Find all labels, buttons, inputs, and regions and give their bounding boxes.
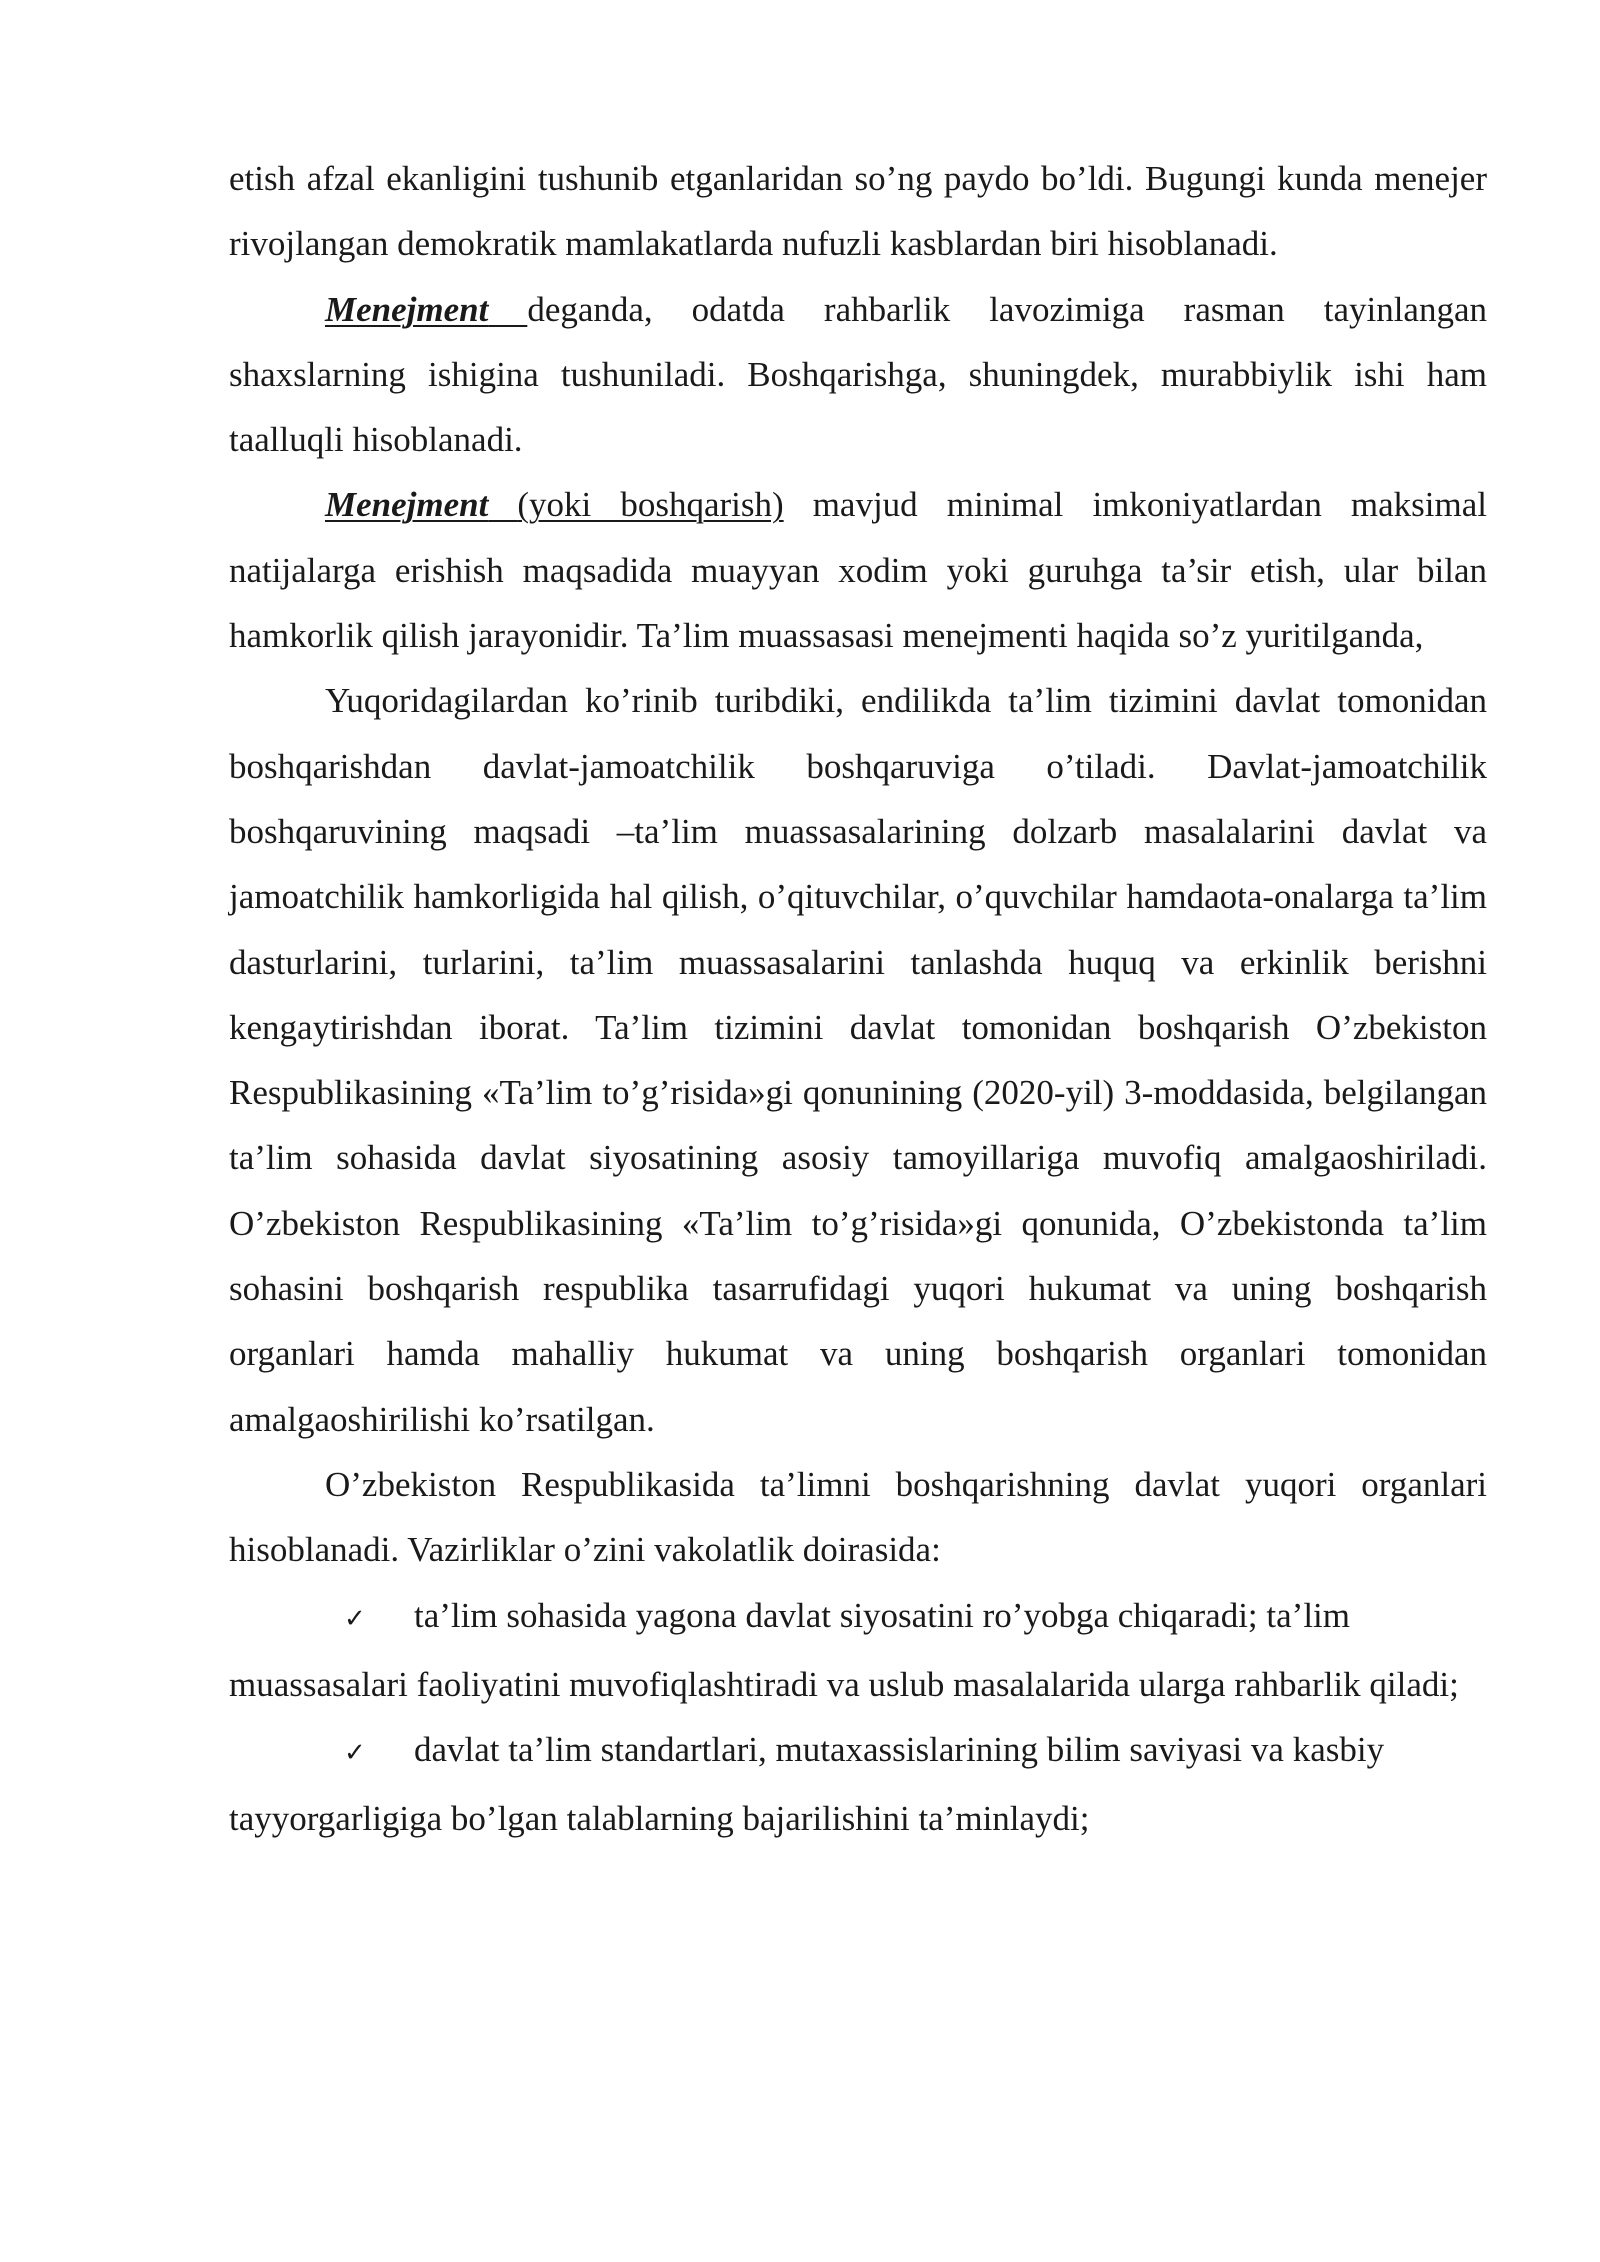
paragraph-state-management: Yuqoridagilardan ko’rinib turibdiki, endilikda ta’lim tizimini davlat tomonidan boshqarishdan davlat-jamoatchilik boshqaruviga o’tiladi. Davlat-jamoatchilik boshqaruvining maqsadi –ta’lim muassasalarining dolzarb masalalarini davlat va jamoatchilik hamkorligida hal qilish, o’qituvchilar, o’quvchilar hamdaota-onalarga ta’lim dasturlarini, turlarini, ta’lim muassasalarini tanlashda huquq va erkinlik berishni kengaytirishdan iborat. Ta’lim tizimini davlat tomonidan boshqarish O’zbekiston Respublikasining «Ta’lim to’g’risida»gi qonunining (2020-yil) 3-moddasida, belgilangan ta’lim sohasida davlat siyosatining asosiy tamoyillariga muvofiq amalgaoshiriladi. O’zbekiston Respublikasining «Ta’lim to’g’risida»gi qonunida, O’zbekistonda ta’lim sohasini boshqarish respublika tasarrufidagi yuqori hukumat va uning boshqarish organlari hamda mahalliy hukumat va uning boshqarish organlari tomonidan amalgaoshirilishi ko’rsatilgan. [229,681,1487,1439]
term-menejment-2: Menejment [325,485,489,525]
checkmark-icon: ✓ [344,1603,366,1634]
list-item [229,1583,1487,1718]
paragraph-menejment-definition [229,277,1487,473]
paragraph-menejment-process [229,472,1487,668]
list-item-text: ta’lim sohasida yagona davlat siyosatini ro’yobga chiqaradi; ta’lim muassasalari faoliyatini muvofiqlashtiradi va uslub masalalarida ularga rahbarlik qiladi; [229,1595,1459,1704]
list-item-text: davlat ta’lim standartlari, mutaxassislarining bilim saviyasi va kasbiy tayyorgarligiga bo’lgan talablarning bajarilishini ta’minlaydi; [229,1730,1385,1839]
term-yoki-boshqarish: (yoki boshqarish) [517,485,784,525]
paragraph-menejment-process-text: mavjud minimal imkoniyatlardan maksimal natijalarga erishish maqsadida muayyan xodim yoki guruhga ta’sir etish, ular bilan hamkorlik qilish jarayonidir. Ta’lim muassasasi menejmenti haqida so’z yuritilganda, [229,485,1487,656]
document-page [229,146,1487,1852]
checkmark-icon: ✓ [344,1738,366,1769]
list-item [229,1717,1487,1852]
paragraph-ministries: O’zbekiston Respublikasida ta’limni boshqarishning davlat yuqori organlari hisoblanadi. Vazirliklar o’zini vakolatlik doirasida: [229,1464,1487,1570]
paragraph-intro: etish afzal ekanligini tushunib etganlaridan so’ng paydo bo’ldi. Bugungi kunda menejer rivojlangan demokratik mamlakatlarda nufuzli kasblardan biri hisoblanadi. [229,159,1487,264]
term-menejment: Menejment [325,289,489,329]
paragraph-menejment-definition-text: deganda, odatda rahbarlik lavozimiga rasman tayinlangan shaxslarning ishigina tushuniladi. Boshqarishga, shuningdek, murabbiylik ishi ham taalluqli hisoblanadi. [229,289,1488,460]
